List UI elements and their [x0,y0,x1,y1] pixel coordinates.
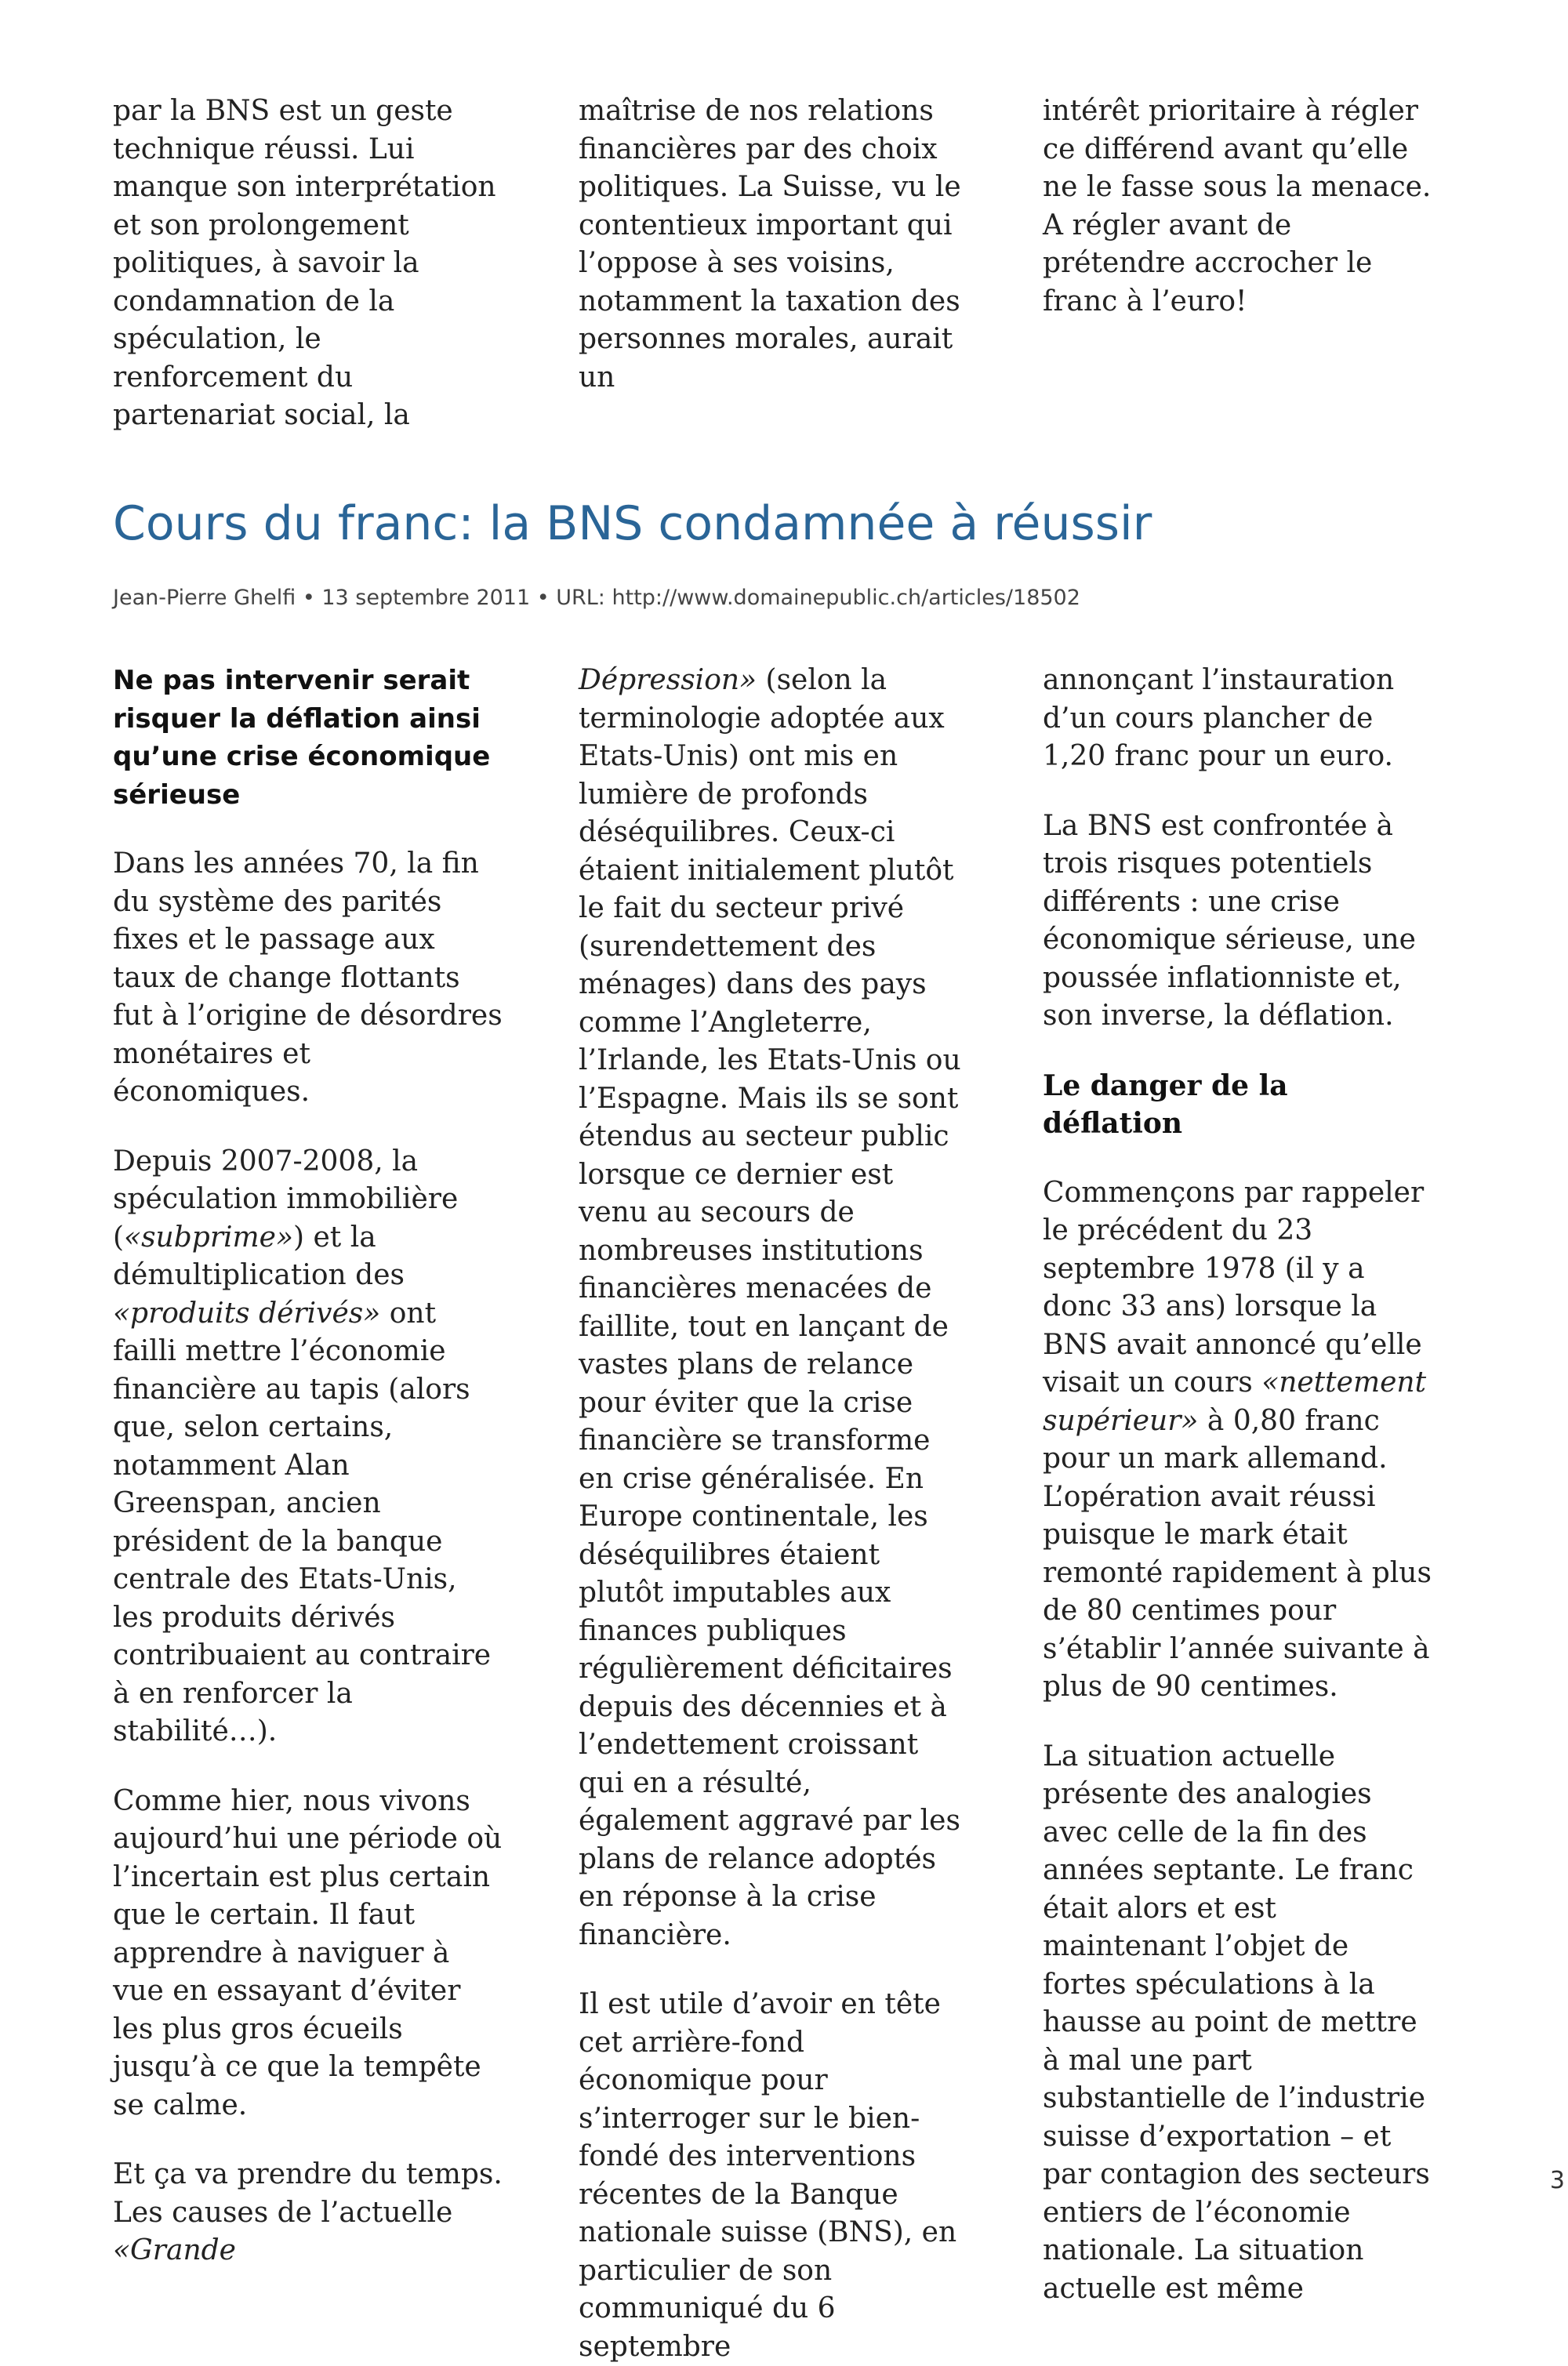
article-byline: Jean-Pierre Ghelfi • 13 septembre 2011 • URL: http://www.domainepublic.ch/articles/18502 [113,586,1080,610]
paragraph: Dans les années 70, la fin du système des parités fixes et le passage aux taux de change flottants fut à l’origine de désordres monétaires et économiques. [113,847,503,1108]
article-column-3 [1043,662,1435,2308]
paragraph: Comme hier, nous vivons aujourd’hui une période où l’incertain est plus certain que le certain. Il faut apprendre à naviguer à vue en essayant d’éviter les plus gros écueils jusqu’à ce que la tempête se calme. [113,1784,503,2121]
paragraph: Il est utile d’avoir en tête cet arrière-fond économique pour s’interroger sur le bien-fondé des interventions récentes de la Banque nationale suisse (BNS), en particulier de son communiqué du 6 septembre [579,1988,957,2363]
paragraph: Dépression» (selon la terminologie adoptée aux Etats-Unis) ont mis en lumière de profonds déséquilibres. Ceux-ci étaient initialement plutôt le fait du secteur privé (surendettement des ménages) dans des pays comme l’Angleterre, l’Irlande, les Etats-Unis ou l’Espagne. Mais ils se sont étendus au secteur public lorsque ce dernier est venu au secours de nombreuses institutions financières menacées de faillite, tout en lançant de vastes plans de relance pour éviter que la crise financière se transforme en crise généralisée. En Europe continentale, les déséquilibres étaient plutôt imputables aux finances publiques régulièrement déficitaires depuis des décennies et à l’endettement croissant qui en a résulté, également aggravé par les plans de relance adoptés en réponse à la crise financière. [579,664,961,1951]
continuation-text: par la BNS est un geste technique réussi. Lui manque son interprétation et son prolongement politiques, à savoir la condamnation de la spéculation, le renforcement du partenariat social, la [113,95,496,431]
page-number: 3 [1549,2167,1565,2194]
section-subheading: Le danger de la déflation [1043,1069,1288,1140]
article-column-2 [579,662,971,2366]
paragraph: Depuis 2007-2008, la spéculation immobilière («subprime») et la démultiplication des «produits dérivés» ont failli mettre l’économie financière au tapis (alors que, selon certains, notamment Alan Greenspan, ancien président de la banque centrale des Etats-Unis, les produits dérivés contribuaient au contraire à en renforcer la stabilité…). [113,1145,492,1747]
paragraph: Et ça va prendre du temps. Les causes de l’actuelle «Grande [113,2158,503,2266]
continuation-column-1 [113,93,505,435]
paragraph: La BNS est confrontée à trois risques potentiels différents : une crise économique sérieuse, une poussée inflationniste et, son inverse, la déflation. [1043,809,1416,1032]
article-column-1 [113,662,505,2270]
paragraph: Commençons par rappeler le précédent du 23 septembre 1978 (il y a donc 33 ans) lorsque la BNS avait annoncé qu’elle visait un cours «nettement supérieur» à 0,80 franc pour un mark allemand. L’opération avait réussi puisque le mark était remonté rapidement à plus de 80 centimes pour s’établir l’année suivante à plus de 90 centimes. [1043,1176,1432,1703]
continuation-column-2 [579,93,971,397]
continuation-text: intérêt prioritaire à régler ce différend avant qu’elle ne le fasse sous la menace. A régler avant de prétendre accrocher le franc à l’euro! [1043,95,1432,318]
article-lede: Ne pas intervenir serait risquer la déflation ainsi qu’une crise économique sérieuse [113,665,491,811]
paragraph: La situation actuelle présente des analogies avec celle de la fin des années septante. Le franc était alors et est maintenant l’objet de fortes spéculations à la hausse au point de mettre à mal une part substantielle de l’industrie suisse d’exportation – et par contagion des secteurs entiers de l’économie nationale. La situation actuelle est même [1043,1740,1430,2305]
continuation-column-3 [1043,93,1435,321]
paragraph: annonçant l’instauration d’un cours plancher de 1,20 franc pour un euro. [1043,664,1395,772]
article-title: Cours du franc: la BNS condamnée à réussir [113,496,1152,551]
continuation-text: maîtrise de nos relations financières par des choix politiques. La Suisse, vu le contentieux important qui l’oppose à ses voisins, notamment la taxation des personnes morales, aurait un [579,95,961,394]
